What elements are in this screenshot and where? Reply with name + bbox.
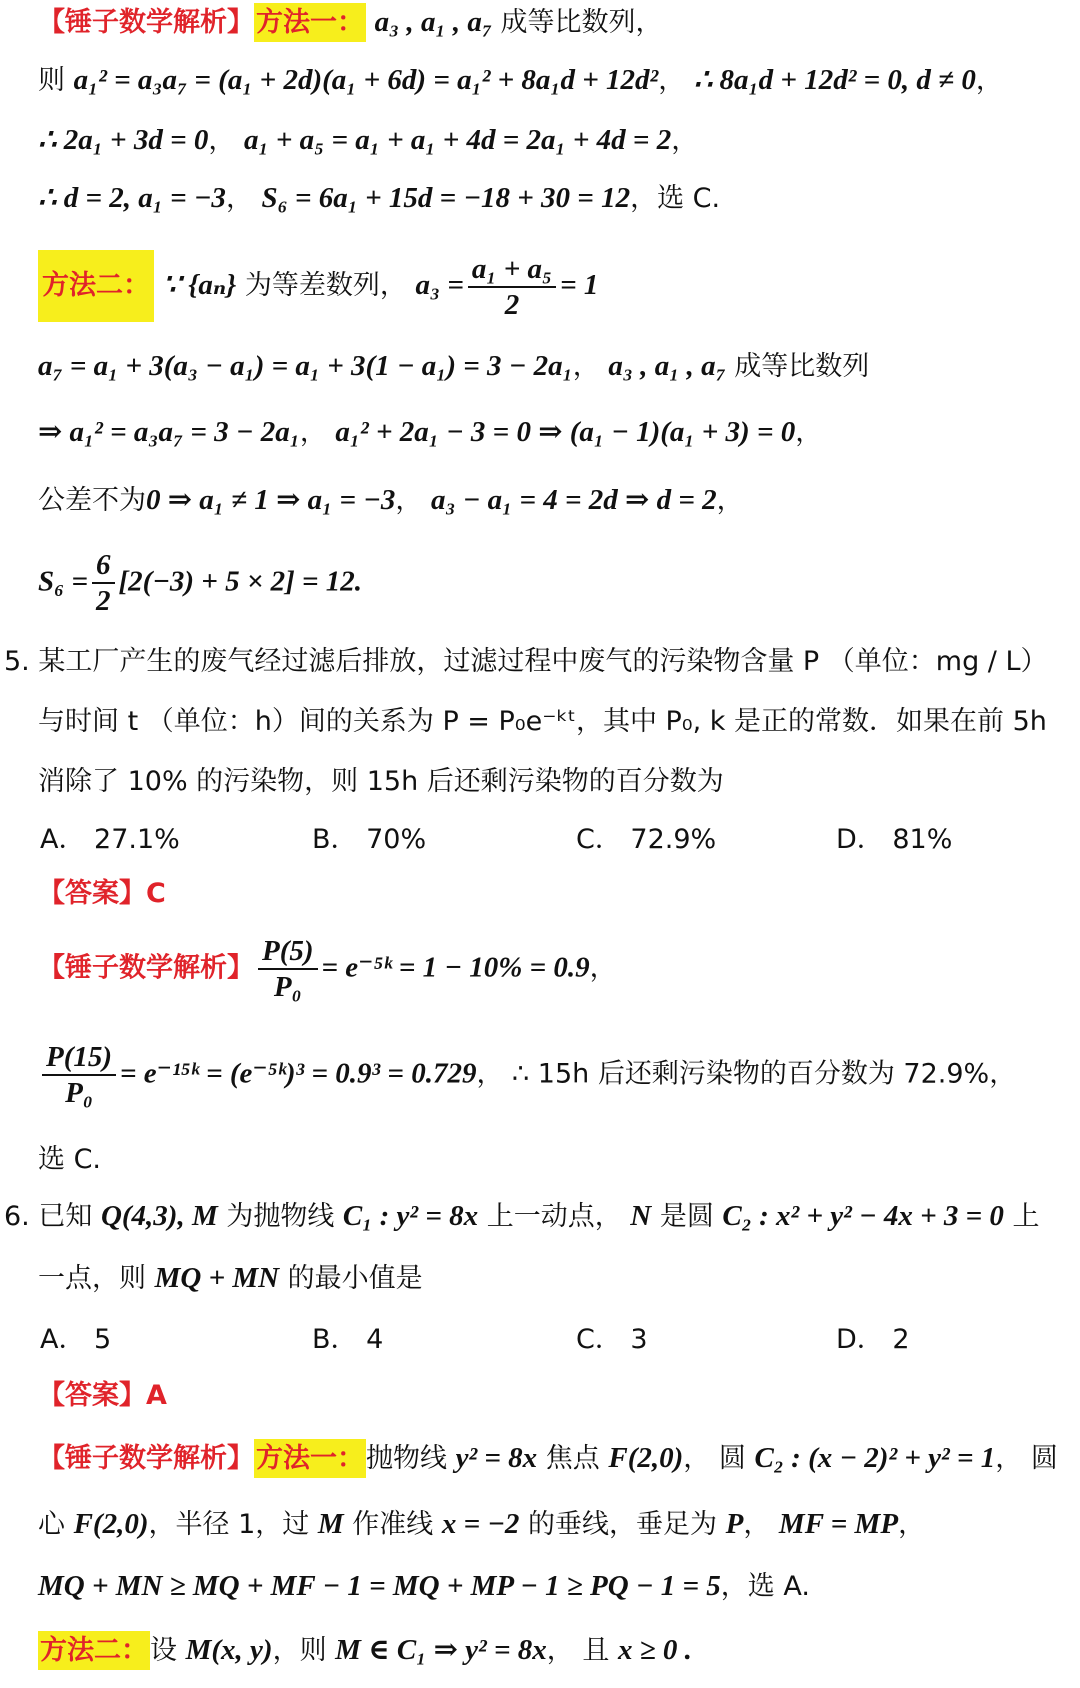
text-segment: 为抛物线 — [217, 1201, 343, 1232]
text-segment: ， ∴ 15h 后还剩污染物的百分数为 72.9%， — [476, 1058, 1017, 1090]
text-segment: ，半径 1，过 — [148, 1509, 318, 1540]
math-expr: ∴ d = 2, a₁ = −3 — [38, 182, 226, 214]
solution-line — [38, 1504, 1080, 1550]
math-expr: y² = 8x — [455, 1442, 538, 1474]
solution-line — [38, 1140, 1080, 1186]
answer-line — [38, 1376, 1080, 1422]
option-a: A． 27.1% — [40, 824, 180, 855]
question-5-options — [0, 820, 1080, 866]
fraction-numerator: P(15) — [42, 1040, 116, 1076]
text-segment: ， — [898, 1509, 926, 1540]
text-segment: ，则 — [272, 1635, 336, 1666]
text-segment: 是圆 — [651, 1201, 723, 1232]
fraction — [468, 252, 556, 322]
text-segment: 为等差数列， — [236, 270, 416, 301]
math-expr: a₃ , a₁ , a₇ — [608, 350, 726, 382]
question-6-options — [0, 1320, 1080, 1366]
math-expr: C₂ : (x − 2)² + y² = 1 — [754, 1442, 996, 1474]
text-segment: ， — [975, 65, 1003, 96]
text-segment: 上一动点， — [478, 1201, 631, 1232]
text-segment: ， — [208, 125, 244, 156]
text-segment: ， 圆 — [995, 1443, 1058, 1474]
math-expr: = 1 — [560, 269, 599, 301]
question-6-line — [38, 1258, 1080, 1304]
fraction — [258, 934, 318, 1004]
math-expr: M(x, y) — [185, 1634, 273, 1666]
option-c: C． 72.9% — [576, 824, 717, 855]
question-5-line — [4, 642, 1080, 688]
option-b: B． 4 — [312, 1324, 384, 1355]
solution-line — [38, 934, 1080, 1014]
solution-line — [38, 1566, 1080, 1612]
solution-tag: 【锤子数学解析】 — [38, 7, 254, 38]
math-expr: Q(4,3), M — [100, 1200, 218, 1232]
fraction-denominator: 2 — [96, 585, 111, 617]
math-expr: a₁² + 2a₁ − 3 = 0 ⇒ (a₁ − 1)(a₁ + 3) = 0 — [335, 416, 796, 448]
text-segment: ， — [671, 125, 699, 156]
math-expr: a₇ = a₁ + 3(a₃ − a₁) = a₁ + 3(1 − a₁) = 3 − 2a₁ — [38, 350, 573, 382]
text-segment: 选 C. — [38, 1144, 102, 1175]
question-5-line — [38, 762, 1080, 808]
text-segment: 设 — [150, 1635, 186, 1666]
solution-line — [38, 250, 1080, 330]
text-segment: 抛物线 — [366, 1443, 456, 1474]
option-b: B． 70% — [312, 824, 427, 855]
answer-label: 【答案】A — [38, 1380, 167, 1411]
text-segment: ， — [716, 485, 744, 516]
math-expr: [2(−3) + 5 × 2] = 12. — [118, 565, 363, 598]
question-text: 5. 某工厂产生的废气经过滤后排放，过滤过程中废气的污染物含量 P （单位：mg / L） — [4, 646, 1048, 677]
method-label: 方法二： — [38, 250, 154, 322]
math-expr: ⇒ a₁² = a₃a₇ = 3 − 2a₁ — [38, 416, 300, 448]
text-segment: ， — [299, 417, 336, 448]
text-segment: 成等比数列 — [725, 351, 870, 382]
text-segment: ， — [572, 351, 609, 382]
text-segment: ， 圆 — [683, 1443, 755, 1474]
fraction — [42, 1040, 116, 1110]
text-segment: 则 — [38, 65, 74, 96]
text-segment: 一点，则 — [38, 1263, 155, 1294]
question-5-line — [38, 702, 1080, 748]
text-segment: 焦点 — [537, 1443, 609, 1474]
fraction-denominator: P₀ — [273, 971, 302, 1003]
math-expr: 0 ⇒ a₁ ≠ 1 ⇒ a₁ = −3 — [146, 484, 396, 516]
fraction-denominator: 2 — [504, 288, 520, 321]
math-expr: F(2,0) — [608, 1442, 684, 1474]
text-segment: ， — [658, 65, 694, 96]
question-text: 消除了 10% 的污染物，则 15h 后还剩污染物的百分数为 — [38, 766, 724, 797]
math-expr: ∴ 2a₁ + 3d = 0 — [38, 124, 209, 156]
fraction — [92, 548, 115, 618]
math-expr: F(2,0) — [73, 1508, 149, 1540]
math-expr: a₃ = — [415, 269, 464, 301]
math-expr: S₆ = — [38, 565, 89, 598]
math-expr: M — [317, 1508, 344, 1540]
fraction-numerator: P(5) — [258, 934, 318, 970]
answer-line — [38, 874, 1080, 920]
fraction-denominator: P₀ — [65, 1077, 93, 1109]
math-expr: N — [630, 1200, 652, 1232]
math-expr: x = −2 — [441, 1508, 520, 1540]
fraction-numerator: a₁ + a₅ — [468, 252, 556, 288]
solution-line — [38, 346, 1080, 392]
math-expr: C₁ : y² = 8x — [342, 1200, 479, 1232]
solution-line — [38, 1040, 1080, 1120]
solution-line — [38, 1630, 1080, 1676]
text-segment: ， — [225, 183, 262, 214]
text-segment: 作准线 — [343, 1509, 442, 1540]
math-expr: MQ + MN ≥ MQ + MF − 1 = MQ + MP − 1 ≥ PQ − 1 = 5 — [38, 1570, 721, 1602]
math-expr: P — [725, 1508, 744, 1540]
method-label: 方法二： — [38, 1631, 150, 1670]
math-expr: C₂ : x² + y² − 4x + 3 = 0 — [722, 1200, 1004, 1232]
text-segment: 上 — [1003, 1201, 1040, 1232]
math-expr: a₁² = a₃a₇ = (a₁ + 2d)(a₁ + 6d) = a₁² + 8a₁d + 12d² — [73, 64, 659, 96]
question-6-line — [4, 1196, 1080, 1242]
text-segment: 6. 已知 — [4, 1201, 101, 1232]
math-expr: M ∈ C₁ ⇒ y² = 8x — [335, 1634, 547, 1666]
option-a: A． 5 — [40, 1324, 112, 1355]
math-expr: a₁ + a₅ = a₁ + a₁ + 4d = 2a₁ + 4d = 2 — [243, 124, 672, 156]
math-expr: a₃ , a₁ , a₇ — [374, 6, 492, 38]
text-segment: ， — [395, 485, 431, 516]
text-segment: ，选 A. — [720, 1571, 810, 1602]
math-expr: x ≥ 0 . — [617, 1634, 692, 1666]
solution-tag: 【锤子数学解析】 — [38, 1443, 254, 1474]
text-segment: 的最小值是 — [279, 1263, 423, 1294]
solution-line — [38, 1438, 1080, 1484]
solution-line — [38, 60, 1080, 106]
answer-label: 【答案】C — [38, 878, 166, 909]
text-segment: ， — [589, 952, 617, 984]
text-segment: ， — [795, 417, 823, 448]
fraction-numerator: 6 — [92, 548, 115, 584]
text-segment: ， — [743, 1509, 779, 1540]
solution-line — [38, 412, 1080, 458]
solution-line — [38, 2, 1080, 48]
text-segment: 成等比数列， — [491, 7, 663, 38]
method-label: 方法一： — [254, 3, 366, 42]
text-segment: ，选 C. — [630, 183, 721, 214]
math-expr: = e⁻⁵ᵏ = 1 − 10% = 0.9 — [321, 951, 590, 984]
math-expr: ∴ 8a₁d + 12d² = 0, d ≠ 0 — [693, 64, 976, 96]
text-segment: 心 — [38, 1509, 74, 1540]
text-segment: ， 且 — [546, 1635, 618, 1666]
math-expr: S₆ = 6a₁ + 15d = −18 + 30 = 12 — [261, 182, 631, 214]
solution-line — [38, 548, 1080, 628]
option-d: D． 81% — [836, 824, 953, 855]
math-expr: MQ + MN — [154, 1262, 280, 1294]
method-label: 方法一： — [254, 1439, 366, 1478]
math-expr: ∵ {aₙ} — [162, 269, 237, 301]
question-text: 与时间 t （单位：h）间的关系为 P = P₀e⁻ᵏᵗ，其中 P₀, k 是正的常数．如果在前 5h — [38, 706, 1047, 737]
text-segment: 公差不为 — [38, 485, 146, 516]
solution-line — [38, 178, 1080, 224]
math-expr: a₃ − a₁ = 4 = 2d ⇒ d = 2 — [430, 484, 717, 516]
solution-line — [38, 480, 1080, 526]
option-d: D． 2 — [836, 1324, 910, 1355]
solution-tag: 【锤子数学解析】 — [38, 952, 254, 984]
solution-line — [38, 120, 1080, 166]
option-c: C． 3 — [576, 1324, 648, 1355]
math-expr: MF = MP — [778, 1508, 899, 1540]
math-expr: = e⁻¹⁵ᵏ = (e⁻⁵ᵏ)³ = 0.9³ = 0.729 — [120, 1057, 477, 1090]
text-segment: 的垂线，垂足为 — [519, 1509, 726, 1540]
